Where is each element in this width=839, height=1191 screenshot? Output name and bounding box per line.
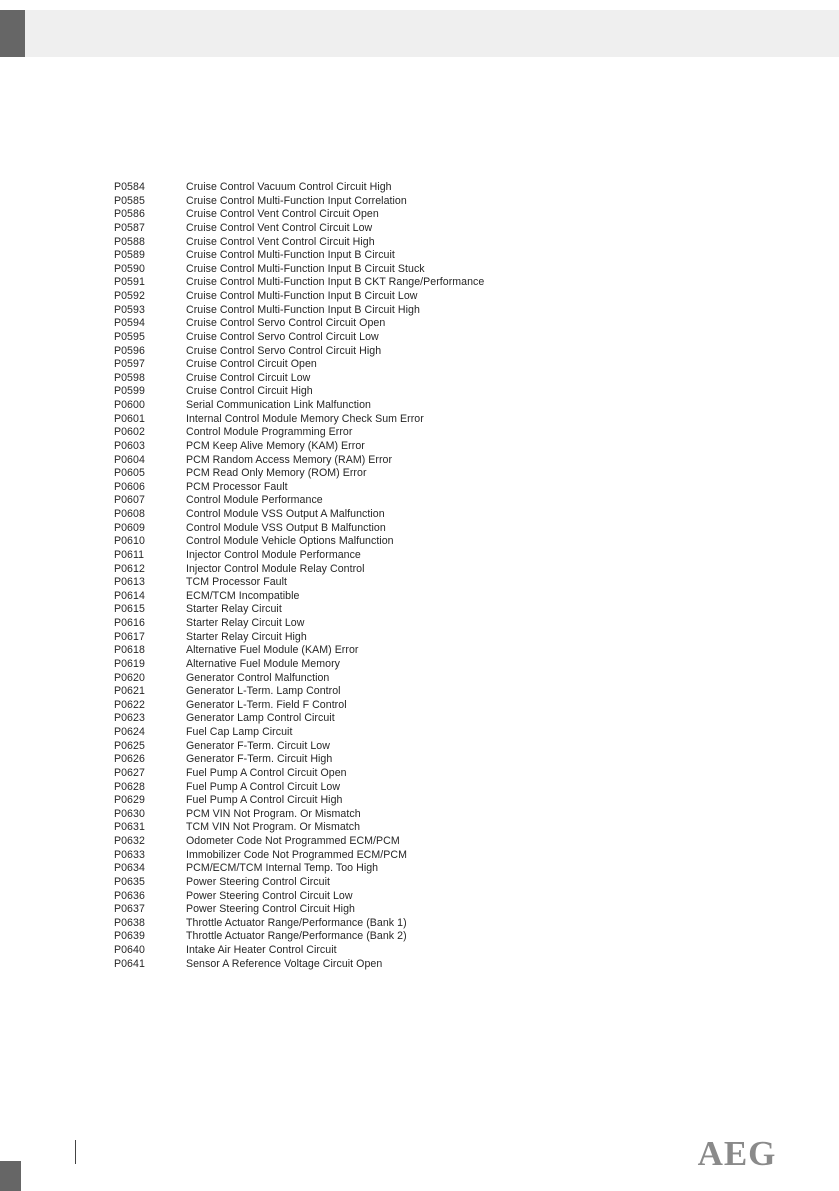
code-description: Cruise Control Circuit Open xyxy=(186,358,317,371)
code-row xyxy=(114,535,614,549)
diagnostic-code: P0596 xyxy=(114,344,145,357)
diagnostic-code: P0630 xyxy=(114,807,145,820)
code-description: Cruise Control Multi-Function Input B Circuit Stuck xyxy=(186,262,425,275)
code-row xyxy=(114,481,614,495)
code-row xyxy=(114,331,614,345)
diagnostic-code: P0617 xyxy=(114,630,145,643)
code-description: Generator Lamp Control Circuit xyxy=(186,712,335,725)
brand-logo xyxy=(687,1134,787,1170)
code-row xyxy=(114,658,614,672)
code-row xyxy=(114,617,614,631)
code-row xyxy=(114,426,614,440)
code-description: Cruise Control Servo Control Circuit High xyxy=(186,344,382,357)
code-row xyxy=(114,917,614,931)
code-description: Cruise Control Circuit Low xyxy=(186,371,311,384)
diagnostic-code: P0619 xyxy=(114,657,145,670)
code-row xyxy=(114,794,614,808)
diagnostic-code: P0622 xyxy=(114,698,145,711)
diagnostic-code: P0613 xyxy=(114,576,145,589)
code-row xyxy=(114,290,614,304)
code-row xyxy=(114,767,614,781)
code-description: Generator Control Malfunction xyxy=(186,671,330,684)
diagnostic-code: P0590 xyxy=(114,262,145,275)
code-row xyxy=(114,835,614,849)
code-description: Fuel Pump A Control Circuit High xyxy=(186,794,343,807)
code-description: Sensor A Reference Voltage Circuit Open xyxy=(186,957,383,970)
code-description: Immobilizer Code Not Programmed ECM/PCM xyxy=(186,848,407,861)
code-row xyxy=(114,372,614,386)
diagnostic-code: P0598 xyxy=(114,371,145,384)
diagnostic-code: P0620 xyxy=(114,671,145,684)
code-row xyxy=(114,699,614,713)
diagnostic-code: P0638 xyxy=(114,916,145,929)
diagnostic-code: P0588 xyxy=(114,235,145,248)
brand-logo-text: AEG xyxy=(697,1134,777,1170)
code-description: Cruise Control Circuit High xyxy=(186,385,313,398)
code-description: Throttle Actuator Range/Performance (Bank 1) xyxy=(186,916,407,929)
diagnostic-code: P0621 xyxy=(114,685,145,698)
diagnostic-code: P0607 xyxy=(114,494,145,507)
code-row xyxy=(114,236,614,250)
diagnostic-code: P0601 xyxy=(114,412,145,425)
code-row xyxy=(114,590,614,604)
diagnostic-code: P0584 xyxy=(114,181,145,193)
code-description: Generator L-Term. Lamp Control xyxy=(186,685,341,698)
code-description: Cruise Control Servo Control Circuit Low xyxy=(186,330,379,343)
diagnostic-code: P0629 xyxy=(114,794,145,807)
code-row xyxy=(114,631,614,645)
diagnostic-code: P0594 xyxy=(114,317,145,330)
diagnostic-code: P0611 xyxy=(114,548,145,561)
code-description: Power Steering Control Circuit xyxy=(186,875,330,888)
code-row xyxy=(114,753,614,767)
code-description: Alternative Fuel Module (KAM) Error xyxy=(186,644,359,657)
diagnostic-code-table xyxy=(114,181,614,971)
code-description: Injector Control Module Relay Control xyxy=(186,562,365,575)
code-description: Throttle Actuator Range/Performance (Bank 2) xyxy=(186,930,407,943)
diagnostic-code: P0606 xyxy=(114,480,145,493)
code-description: Control Module Vehicle Options Malfunction xyxy=(186,535,394,548)
code-row xyxy=(114,413,614,427)
code-description: PCM Read Only Memory (ROM) Error xyxy=(186,467,367,480)
code-description: Internal Control Module Memory Check Sum Error xyxy=(186,412,424,425)
diagnostic-code: P0586 xyxy=(114,208,145,221)
code-description: PCM Keep Alive Memory (KAM) Error xyxy=(186,439,365,452)
code-row xyxy=(114,345,614,359)
code-row xyxy=(114,808,614,822)
code-row xyxy=(114,849,614,863)
diagnostic-code: P0623 xyxy=(114,712,145,725)
diagnostic-code: P0597 xyxy=(114,358,145,371)
diagnostic-code: P0612 xyxy=(114,562,145,575)
code-description: PCM/ECM/TCM Internal Temp. Too High xyxy=(186,862,379,875)
code-row xyxy=(114,440,614,454)
diagnostic-code: P0634 xyxy=(114,862,145,875)
code-description: Intake Air Heater Control Circuit xyxy=(186,944,337,956)
code-description: Cruise Control Multi-Function Input B Circuit xyxy=(186,249,395,262)
diagnostic-code: P0600 xyxy=(114,399,145,411)
code-description: TCM VIN Not Program. Or Mismatch xyxy=(186,821,361,834)
diagnostic-code: P0625 xyxy=(114,739,145,752)
diagnostic-code: P0592 xyxy=(114,290,145,302)
diagnostic-code: P0604 xyxy=(114,453,145,466)
code-description: Control Module Programming Error xyxy=(186,426,353,439)
code-description: Starter Relay Circuit xyxy=(186,603,282,616)
diagnostic-code: P0616 xyxy=(114,617,145,629)
code-row xyxy=(114,603,614,617)
code-description: Fuel Cap Lamp Circuit xyxy=(186,726,293,738)
code-description: PCM VIN Not Program. Or Mismatch xyxy=(186,807,361,820)
code-description: Generator F-Term. Circuit Low xyxy=(186,739,330,752)
diagnostic-code: P0632 xyxy=(114,835,145,847)
code-row xyxy=(114,385,614,399)
code-row xyxy=(114,399,614,413)
code-row xyxy=(114,454,614,468)
code-row xyxy=(114,726,614,740)
code-row xyxy=(114,304,614,318)
footer-divider xyxy=(75,1140,76,1164)
code-description: Injector Control Module Performance xyxy=(186,548,361,561)
code-description: TCM Processor Fault xyxy=(186,576,288,589)
diagnostic-code: P0626 xyxy=(114,753,145,766)
code-row xyxy=(114,644,614,658)
code-row xyxy=(114,358,614,372)
code-row xyxy=(114,672,614,686)
code-row xyxy=(114,876,614,890)
diagnostic-code: P0636 xyxy=(114,889,145,902)
code-row xyxy=(114,890,614,904)
code-row xyxy=(114,712,614,726)
diagnostic-code: P0609 xyxy=(114,521,145,534)
diagnostic-code: P0614 xyxy=(114,589,145,602)
code-row xyxy=(114,549,614,563)
diagnostic-code: P0633 xyxy=(114,848,145,861)
diagnostic-code: P0631 xyxy=(114,821,145,834)
code-description: Power Steering Control Circuit Low xyxy=(186,889,353,902)
code-row xyxy=(114,249,614,263)
diagnostic-code: P0639 xyxy=(114,930,145,943)
diagnostic-code: P0599 xyxy=(114,385,145,398)
code-row xyxy=(114,181,614,195)
code-description: Cruise Control Vacuum Control Circuit High xyxy=(186,181,392,193)
code-row xyxy=(114,522,614,536)
code-row xyxy=(114,930,614,944)
code-row xyxy=(114,508,614,522)
code-description: ECM/TCM Incompatible xyxy=(186,589,300,602)
diagnostic-code: P0585 xyxy=(114,194,145,207)
code-description: Cruise Control Vent Control Circuit Low xyxy=(186,221,373,234)
header-tab-marker xyxy=(0,10,25,57)
diagnostic-code: P0593 xyxy=(114,303,145,316)
code-row xyxy=(114,958,614,972)
diagnostic-code: P0615 xyxy=(114,603,145,616)
code-row xyxy=(114,685,614,699)
diagnostic-code: P0637 xyxy=(114,903,145,916)
code-description: Fuel Pump A Control Circuit Low xyxy=(186,780,341,793)
code-description: Serial Communication Link Malfunction xyxy=(186,399,371,411)
code-description: PCM Random Access Memory (RAM) Error xyxy=(186,453,393,466)
code-description: Power Steering Control Circuit High xyxy=(186,903,355,916)
page-header-bar xyxy=(0,10,839,57)
code-row xyxy=(114,563,614,577)
code-row xyxy=(114,467,614,481)
code-description: Cruise Control Multi-Function Input B Circuit High xyxy=(186,303,420,316)
diagnostic-code: P0641 xyxy=(114,957,145,970)
code-row xyxy=(114,195,614,209)
footer-tab-marker xyxy=(0,1161,21,1191)
code-row xyxy=(114,208,614,222)
code-row xyxy=(114,903,614,917)
diagnostic-code: P0605 xyxy=(114,467,145,480)
code-description: Cruise Control Vent Control Circuit High xyxy=(186,235,375,248)
code-description: Starter Relay Circuit High xyxy=(186,630,307,643)
code-description: Generator L-Term. Field F Control xyxy=(186,698,347,711)
diagnostic-code-rows xyxy=(114,181,614,971)
code-row xyxy=(114,222,614,236)
code-description: Cruise Control Vent Control Circuit Open xyxy=(186,208,379,221)
diagnostic-code: P0595 xyxy=(114,330,145,343)
code-row xyxy=(114,781,614,795)
diagnostic-code: P0591 xyxy=(114,276,145,289)
code-description: Odometer Code Not Programmed ECM/PCM xyxy=(186,835,400,847)
code-description: Starter Relay Circuit Low xyxy=(186,617,305,629)
diagnostic-code: P0618 xyxy=(114,644,145,657)
code-row xyxy=(114,276,614,290)
code-row xyxy=(114,821,614,835)
diagnostic-code: P0610 xyxy=(114,535,145,548)
code-description: Alternative Fuel Module Memory xyxy=(186,657,340,670)
code-row xyxy=(114,317,614,331)
code-row xyxy=(114,944,614,958)
code-description: Cruise Control Multi-Function Input B Circuit Low xyxy=(186,290,418,302)
code-row xyxy=(114,740,614,754)
code-description: PCM Processor Fault xyxy=(186,480,288,493)
code-description: Fuel Pump A Control Circuit Open xyxy=(186,766,347,779)
diagnostic-code: P0624 xyxy=(114,726,145,738)
code-description: Cruise Control Servo Control Circuit Open xyxy=(186,317,386,330)
diagnostic-code: P0587 xyxy=(114,221,145,234)
diagnostic-code: P0635 xyxy=(114,875,145,888)
code-row xyxy=(114,263,614,277)
code-description: Control Module VSS Output B Malfunction xyxy=(186,521,386,534)
diagnostic-code: P0627 xyxy=(114,766,145,779)
code-description: Generator F-Term. Circuit High xyxy=(186,753,333,766)
diagnostic-code: P0628 xyxy=(114,780,145,793)
diagnostic-code: P0608 xyxy=(114,508,145,520)
code-description: Cruise Control Multi-Function Input B CKT Range/Performance xyxy=(186,276,485,289)
diagnostic-code: P0603 xyxy=(114,439,145,452)
code-row xyxy=(114,576,614,590)
code-row xyxy=(114,494,614,508)
code-description: Control Module VSS Output A Malfunction xyxy=(186,508,385,520)
code-description: Control Module Performance xyxy=(186,494,323,507)
diagnostic-code: P0589 xyxy=(114,249,145,262)
diagnostic-code: P0640 xyxy=(114,944,145,956)
code-row xyxy=(114,862,614,876)
diagnostic-code: P0602 xyxy=(114,426,145,439)
code-description: Cruise Control Multi-Function Input Correlation xyxy=(186,194,407,207)
